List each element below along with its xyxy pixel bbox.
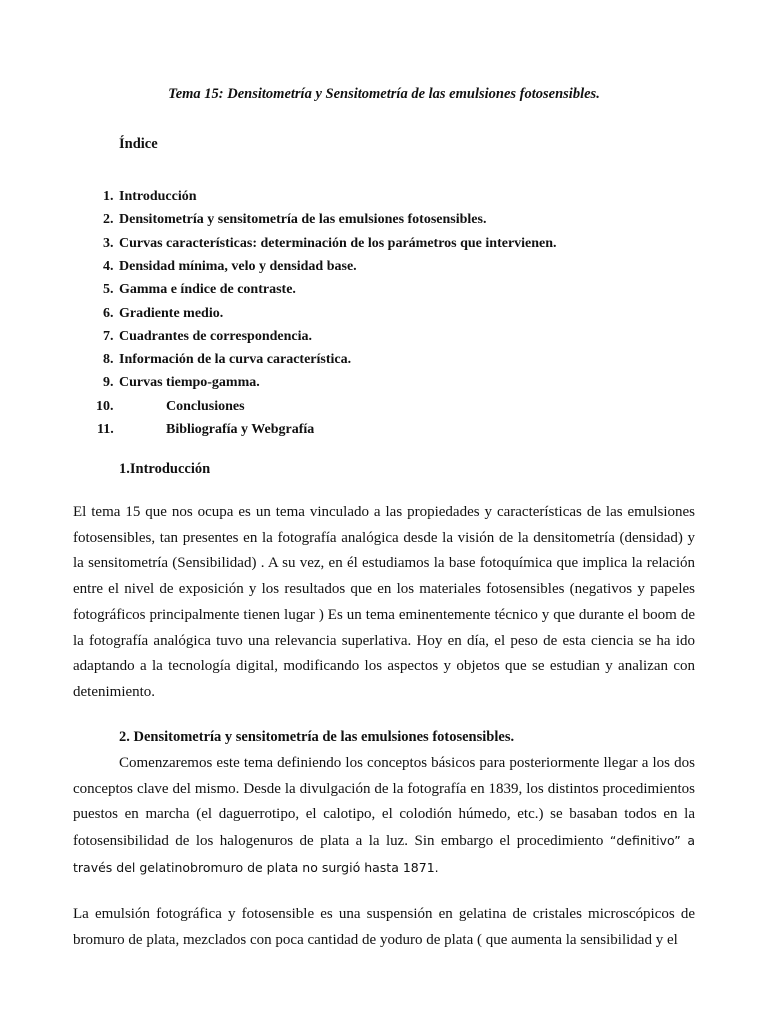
toc-item-label: Densidad mínima, velo y densidad base. xyxy=(119,258,357,274)
document-page: Tema 15: Densitometría y Sensitometría de las emulsiones fotosensibles. Índice 1. Introducción 2. Densitometría y sensitometría de las emulsiones fotosensibles. 3. Curvas características: determinación de los parámetros que intervienen. 4. Densidad mínima, velo y densidad base. 5. Gamma e índice de contraste. 6. Gradiente medio. 7. Cuadrantes de correspondencia. 8. Información de la curva característica. 9. Curvas tiempo-gamma. 10. Conclusiones 11. Bibliografía y Webgrafía 1.Introducción El tema 15 que nos ocupa es un tema vinculado a las propiedades y características de las emulsiones fotosensibles, tan presentes en la fotografía analógica desde la visión de la densitometría (densidad) y la sensitometría (Sensibilidad) . A su vez, en él estudiamos la base fotoquímica que implica la relación entre el nivel de exposición y los resultados que en los materiales fotosensibles (negativos y papeles fotográficos principalmente tienen lugar ) Es un tema eminentemente técnico y que durante el boom de la fotografía analógica tuvo una relevancia superlativa. Hoy en día, el peso de esta ciencia se ha ido adaptando a la tecnología digital, modificando los aspectos y objetos que se estudian y analizan con detenimiento. 2. Densitometría y sensitometría de las emulsiones fotosensibles. Comenzaremos este tema definiendo los conceptos básicos para posteriormente llegar a los dos conceptos clave del mismo. Desde la divulgación de la fotografía en 1839, los distintos procedimientos puestos en marcha (el daguerrotipo, el calotipo, el colodión húmedo, etc.) se basaban todos en la fotosensibilidad de los halogenuros de plata a la luz. Sin embargo el procedimiento “definitivo” a través del gelatinobromuro de plata no surgió hasta 1871. La emulsión fotográfica y fotosensible es una suspensión en gelatina de cristales microscópicos de bromuro de plata, mezclados con poca cantidad de yoduro de plata ( que aumenta la sensibilidad y el xyxy=(0,0,768,1024)
toc-item-label: Introducción xyxy=(119,189,197,204)
section-1-paragraph: El tema 15 que nos ocupa es un tema vinculado a las propiedades y características de las emulsiones fotosensibles, tan presentes en la fotografía analógica desde la visión de la densitometría (densidad) y la sensitometría (Sensibilidad) . A su vez, en él estudiamos la base fotoquímica que implica la relación entre el nivel de exposición y los resultados que en los materiales fotosensibles (negativos y papeles fotográficos principalmente tienen lugar ) Es un tema eminentemente técnico y que durante el boom de la fotografía analógica tuvo una relevancia superlativa. Hoy en día, el peso de esta ciencia se ha ido adaptando a la tecnología digital, modificando los aspectos y objetos que se estudian y analizan con detenimiento. xyxy=(73,504,695,700)
index-heading: Índice xyxy=(119,136,158,152)
toc-item-label: Curvas características: determinación de los parámetros que intervienen. xyxy=(119,235,557,251)
toc-item-label: Información de la curva característica. xyxy=(119,352,352,368)
toc-item-label: Gamma e índice de contraste. xyxy=(119,282,296,298)
section-2-paragraph-2: La emulsión fotográfica y fotosensible es una suspensión en gelatina de cristales microscópicos de bromuro de plata, mezclados con poca cantidad de yoduro de plata ( que aumenta la sensibilidad y el xyxy=(73,906,695,948)
toc-item-label: Densitometría y sensitometría de las emulsiones fotosensibles. xyxy=(119,212,487,228)
toc-item-label: Curvas tiempo-gamma. xyxy=(119,375,260,391)
toc-item-label: Conclusiones xyxy=(166,398,245,414)
section-2-paragraph: Comenzaremos este tema definiendo los conceptos básicos para posteriormente llegar a los dos conceptos clave del mismo. Desde la divulgación de la fotografía en 1839, los distintos procedimientos puestos en marcha (el daguerrotipo, el calotipo, el colodión húmedo, etc.) se basaban todos en la fotosensibilidad de los halogenuros de plata a la luz. Sin embargo el procedimiento “definitivo” a través del gelatinobromuro de plata no surgió hasta 1871. xyxy=(73,755,696,875)
document-title: Tema 15: Densitometría y Sensitometría de las emulsiones fotosensibles. xyxy=(168,86,600,102)
toc-item-label: Bibliografía y Webgrafía xyxy=(166,422,315,437)
section-2-paragraph-tail: “definitivo” a través del gelatinobromuro de plata no surgió hasta 1871. xyxy=(73,833,696,875)
toc-item-label: Cuadrantes de correspondencia. xyxy=(119,328,313,344)
section-1-heading: 1.Introducción xyxy=(119,461,211,477)
toc-item-label: Gradiente medio. xyxy=(119,305,224,321)
section-2-heading: 2. Densitometría y sensitometría de las emulsiones fotosensibles. xyxy=(119,729,515,745)
